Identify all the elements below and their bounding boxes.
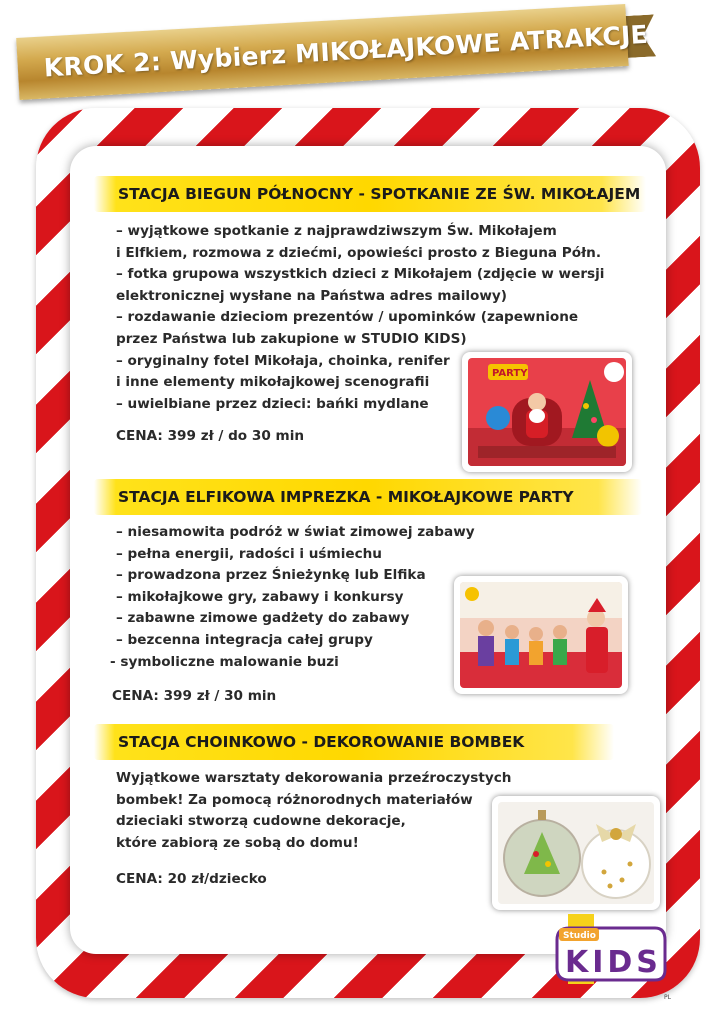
price-1: CENA: 399 zł / do 30 min (116, 428, 305, 444)
logo-top-text: Studio (563, 931, 596, 941)
list-item: – wyjątkowe spotkanie z najprawdziwszym Św. Mikołajem (116, 223, 557, 239)
santa-photo (462, 352, 632, 472)
title-ribbon (16, 3, 649, 104)
section-heading-text: STACJA BIEGUN PÓŁNOCNY - SPOTKANIE ZE ŚW. MIKOŁAJEM (118, 185, 641, 203)
list-item: – oryginalny fotel Mikołaja, choinka, renifer (116, 352, 450, 369)
baubles-illustration (498, 802, 654, 904)
section-heading-3 (94, 724, 614, 760)
price-3: CENA: 20 zł/dziecko (116, 871, 267, 887)
list-item: i Elfkiem, rozmowa z dziećmi, opowieści prosto z Bieguna Półn. (116, 244, 601, 261)
list-item: dzieciaki stworzą cudowne dekoracje, (116, 813, 406, 830)
santa-scene-illustration (468, 358, 626, 466)
list-item: – zabawne zimowe gadżety do zabawy (116, 610, 410, 627)
section-heading-text: STACJA ELFIKOWA IMPREZKA - MIKOŁAJKOWE PARTY (118, 488, 574, 506)
list-item: – rozdawanie dzieciom prezentów / upominków (zapewnione (116, 309, 579, 326)
list-item: – bezcenna integracja całej grupy (116, 631, 373, 648)
section-heading-2 (94, 479, 642, 515)
list-item: – pełna energii, radości i uśmiechu (116, 545, 382, 562)
list-item: – mikołajkowe gry, zabawy i konkursy (116, 588, 404, 605)
photo-caption: PARTY (492, 368, 528, 379)
party-scene-illustration (460, 582, 622, 688)
footer-mark: PL (664, 994, 671, 1001)
list-item: – fotka grupowa wszystkich dzieci z Mikołajem (zdjęcie w wersji (116, 266, 605, 283)
baubles-photo (492, 796, 660, 910)
list-item: bombek! Za pomocą różnorodnych materiałów (116, 791, 473, 808)
studio-kids-logo (551, 922, 669, 984)
list-item: – niesamowita podróż w świat zimowej zabawy (116, 524, 475, 540)
ribbon-band (16, 4, 649, 100)
price-2: CENA: 399 zł / 30 min (112, 688, 277, 704)
list-item: elektronicznej wysłane na Państwa adres mailowy) (116, 287, 507, 304)
list-item: – prowadzona przez Śnieżynkę lub Elfika (116, 567, 426, 584)
party-photo (454, 576, 628, 694)
list-item: przez Państwa lub zakupione w STUDIO KIDS) (116, 330, 467, 347)
list-item: – uwielbiane przez dzieci: bańki mydlane (116, 395, 429, 412)
list-item: i inne elementy mikołajkowej scenografii (116, 374, 430, 391)
section-2-list (110, 522, 475, 673)
logo-main-text: KIDS (565, 945, 662, 980)
list-item: Wyjątkowe warsztaty dekorowania przeźroczystych (116, 770, 512, 786)
section-heading-1 (94, 176, 646, 212)
list-item: - symboliczne malowanie buzi (110, 653, 339, 670)
section-3-list (116, 768, 511, 854)
section-heading-text: STACJA CHOINKOWO - DEKOROWANIE BOMBEK (118, 733, 525, 751)
page-title: KROK 2: Wybierz MIKOŁAJKOWE ATRAKCJE (43, 19, 649, 83)
list-item: które zabiorą ze sobą do domu! (116, 834, 359, 851)
